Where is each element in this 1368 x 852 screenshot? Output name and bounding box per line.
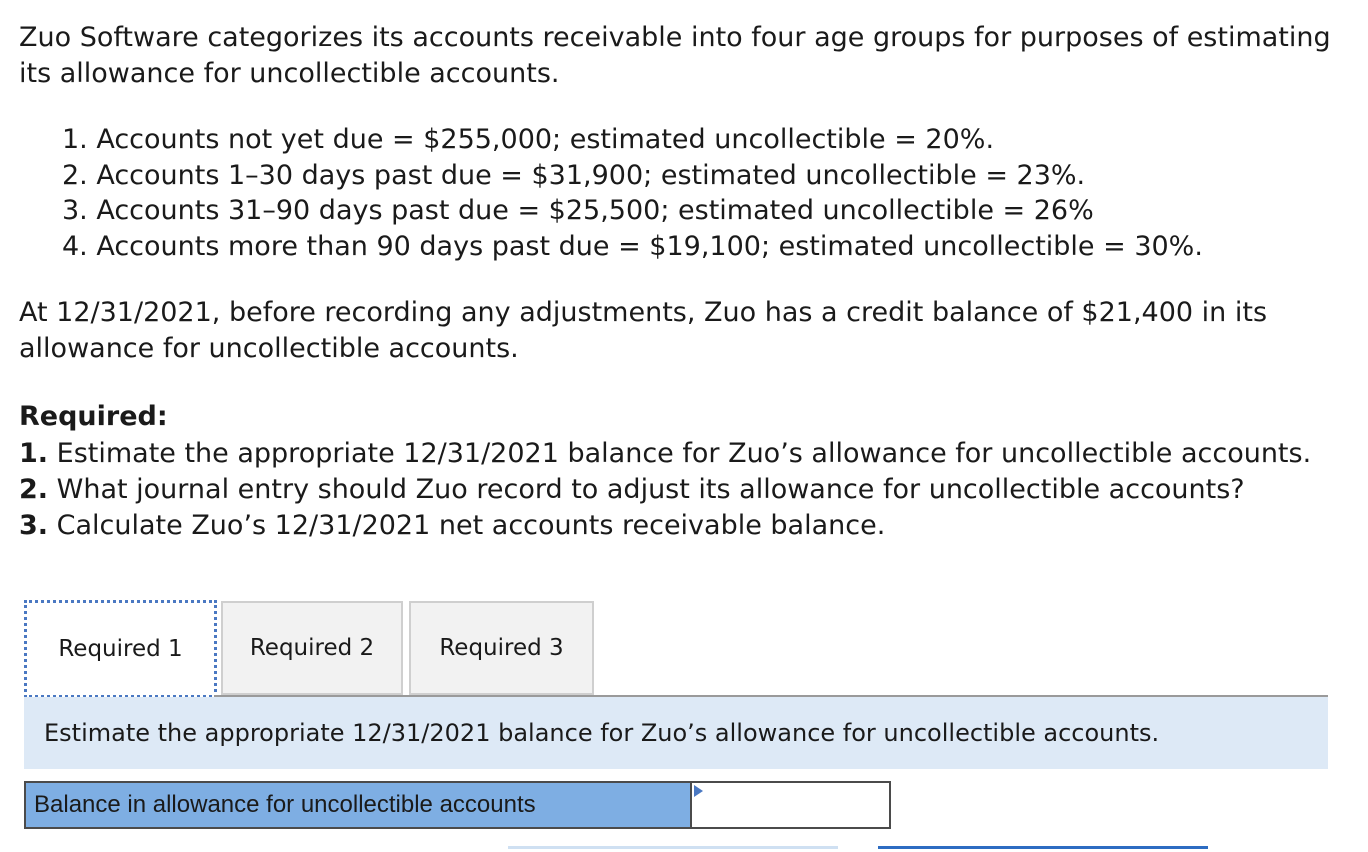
age-group-list [62,122,1203,264]
balance-paragraph: At 12/31/2021, before recording any adjustments, Zuo has a credit balance of $21,400 in its allowance for uncollectible accounts. [19,297,1268,364]
tab-required-1[interactable]: Required 1 [24,600,217,698]
allowance-balance-input[interactable] [690,781,891,829]
tab-required-3[interactable]: Required 3 [409,601,594,695]
required-item-number: 2. [19,474,49,505]
answer-row [24,781,891,829]
required-item-text: Estimate the appropriate 12/31/2021 balance for Zuo’s allowance for uncollectible accounts. [48,438,1312,469]
required-item-text: What journal entry should Zuo record to adjust its allowance for uncollectible accounts? [48,474,1245,505]
age-group-item: 4. Accounts more than 90 days past due = $19,100; estimated uncollectible = 30%. [62,230,1203,262]
required-item [19,436,1311,472]
age-group-item: 1. Accounts not yet due = $255,000; estimated uncollectible = 20%. [62,124,995,155]
age-group-item: 3. Accounts 31–90 days past due = $25,500; estimated uncollectible = 26% [62,195,1094,226]
age-group-item: 2. Accounts 1–30 days past due = $31,900; estimated uncollectible = 23%. [62,159,1086,191]
answer-label: Balance in allowance for uncollectible accounts [24,781,692,829]
next-button[interactable] [878,846,1208,852]
required-heading: Required: [19,401,168,432]
required-list [19,436,1311,544]
tab-required-2[interactable]: Required 2 [221,601,403,695]
input-marker-icon [694,785,703,797]
instruction-text: Estimate the appropriate 12/31/2021 balance for Zuo’s allowance for uncollectible accounts. [44,719,1160,747]
prev-button[interactable] [508,846,838,852]
required-item-text: Calculate Zuo’s 12/31/2021 net accounts receivable balance. [48,510,886,541]
required-item [19,472,1311,508]
required-item-number: 3. [19,510,49,541]
required-item-number: 1. [19,438,49,469]
required-item [19,508,1311,544]
instruction-panel [24,697,1328,769]
intro-text: Zuo Software categorizes its accounts receivable into four age groups for purposes of estimating its allowance for uncollectible accounts. [19,22,1331,89]
